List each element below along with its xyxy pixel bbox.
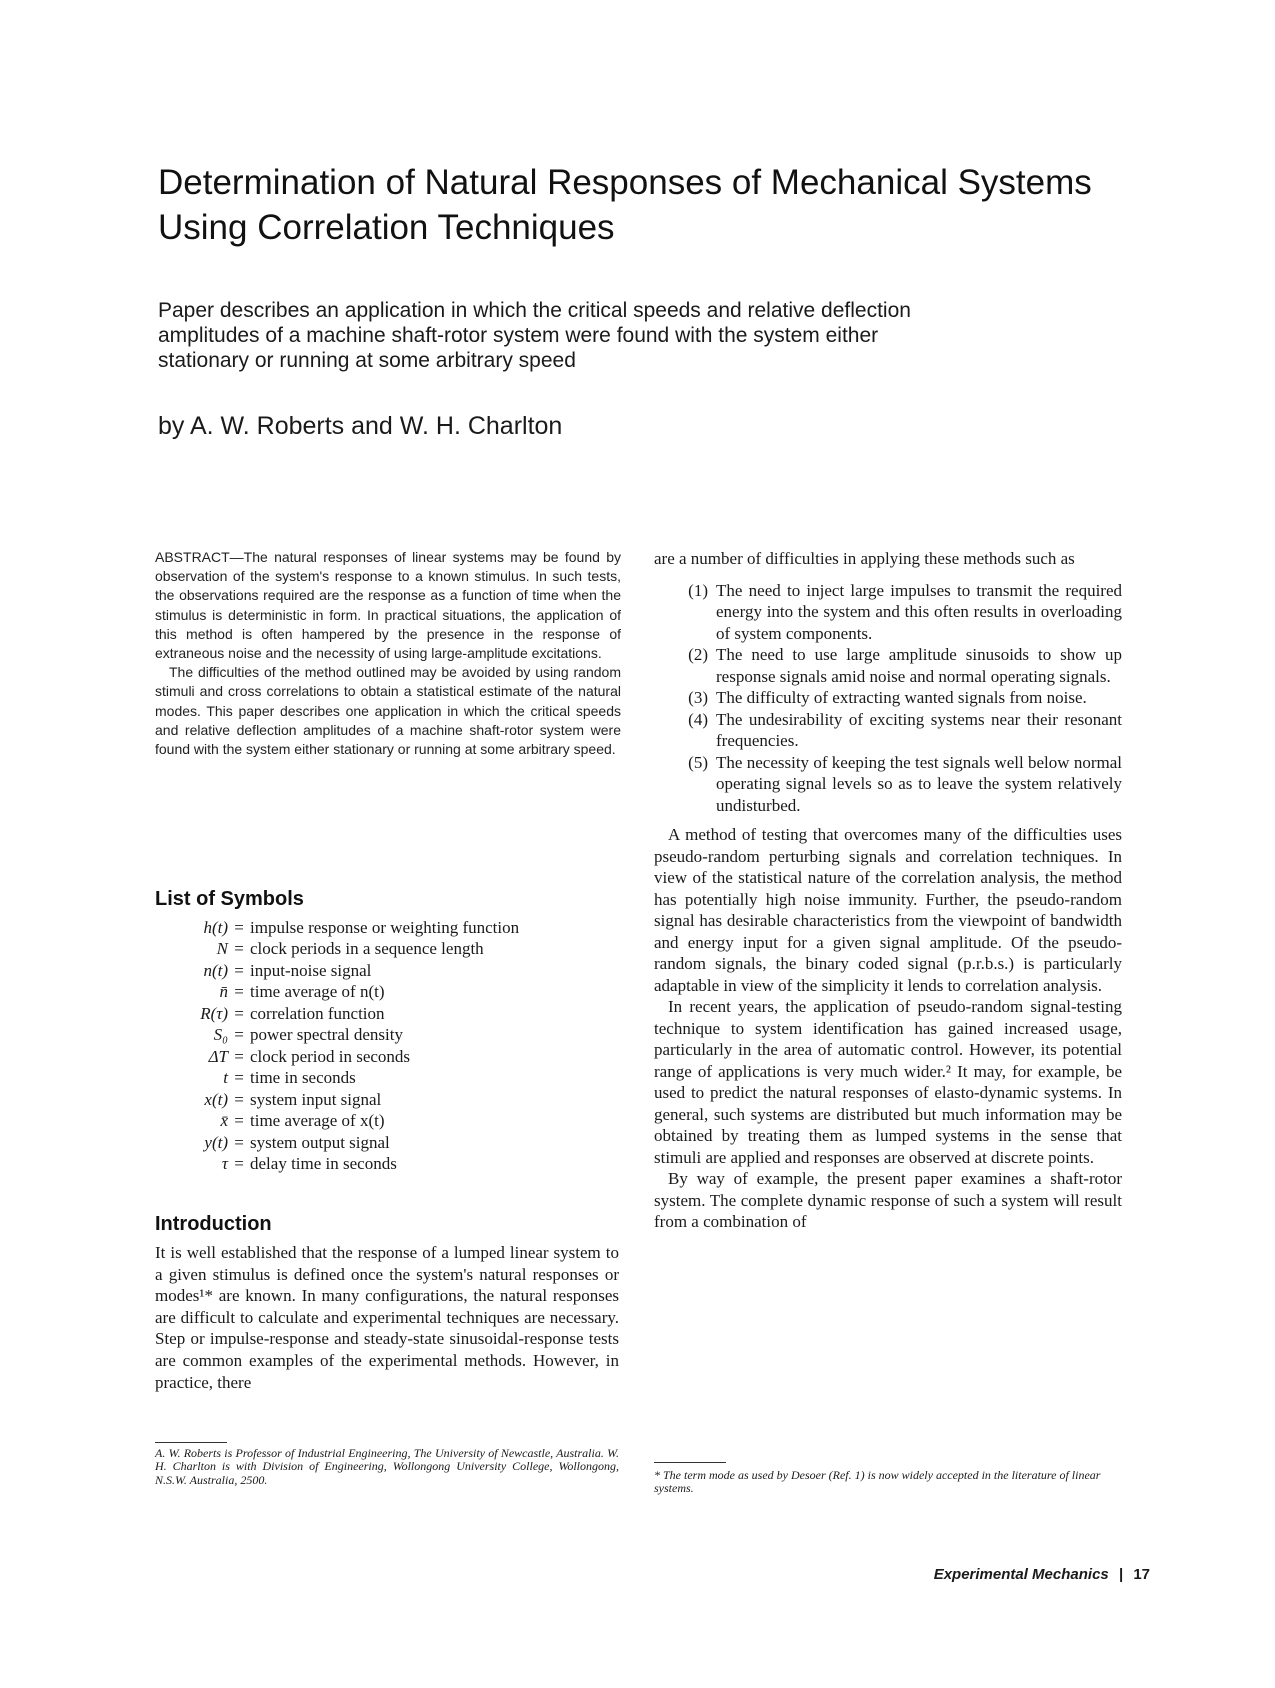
mode-footnote-text: * The term mode as used by Desoer (Ref. 1) is now widely accepted in the literature of linear systems. — [654, 1468, 1101, 1496]
symbol: x(t) — [204, 1089, 228, 1109]
footer-separator: | — [1118, 1566, 1124, 1583]
symbol-row — [150, 1003, 620, 1025]
footnote-rule — [654, 1462, 726, 1463]
symbol-row — [150, 1132, 620, 1154]
equals-sign: = — [234, 917, 244, 937]
symbol-row — [150, 960, 620, 982]
equals-sign: = — [234, 960, 244, 980]
list-item-number: (3) — [688, 688, 708, 707]
symbol-row — [150, 1089, 620, 1111]
numbered-list — [654, 580, 1122, 817]
right-column — [654, 548, 1122, 1233]
symbol-description: impulse response or weighting function — [250, 917, 520, 937]
symbol-row — [150, 1153, 620, 1175]
abstract-paragraph: ABSTRACT—The natural responses of linear systems may be found by observation of the system's response to a known stimulus. In such tests, the observations required are the response as a function of time when the stimulus is deterministic in form. In practical situations, the application of this method is often hampered by the presence in the response of extraneous noise and the necessity of using large-amplitude excitations. — [155, 549, 621, 662]
equals-sign: = — [234, 1046, 244, 1066]
list-item-text: The undesirability of exciting systems near their resonant frequencies. — [716, 709, 1122, 750]
list-item-number: (4) — [688, 709, 708, 729]
paragraph: By way of example, the present paper examines a shaft-rotor system. The complete dynamic response of such a system will result from a combination of — [654, 1169, 1122, 1231]
symbol-description: clock period in seconds — [250, 1046, 411, 1066]
symbol-description: time in seconds — [250, 1068, 356, 1087]
equals-sign: = — [234, 1111, 244, 1130]
author-byline: by A. W. Roberts and W. H. Charlton — [158, 412, 563, 440]
symbol-description: system input signal — [250, 1089, 382, 1109]
equals-sign: = — [234, 1154, 244, 1173]
paragraph: In recent years, the application of pseudo-random signal-testing technique to system identification has gained increased usage, particularly in the area of automatic control. However, its potential range of applications is very much wider.² It may, for example, be used to predict the natural responses of elasto-dynamic systems. In general, such systems are distributed but much information may be obtained by treating them as lumped systems in the sense that stimuli are applied and responses are observed at discrete points. — [654, 997, 1122, 1167]
page-footer — [900, 1566, 1150, 1583]
list-item-number: (1) — [688, 580, 708, 600]
list-item-text: The necessity of keeping the test signals well below normal operating signal levels so as to leave the system relatively undisturbed. — [716, 752, 1122, 815]
symbol-row — [150, 1110, 620, 1132]
introduction-section — [155, 1212, 619, 1393]
symbol: R(τ) — [200, 1003, 228, 1023]
symbol-row — [150, 981, 620, 1003]
symbols-list — [150, 917, 620, 1175]
introduction-paragraph: It is well established that the response of a lumped linear system to a given stimulus is defined once the system's natural responses or modes¹* are known. In many configurations, the natural responses are difficult to calculate and experimental techniques are necessary. Step or impulse-response and steady-state sinusoidal-response tests are common examples of the experimental methods. However, in practice, there — [155, 1243, 619, 1392]
symbol-row — [150, 1067, 620, 1089]
list-item — [654, 709, 1122, 752]
symbol: ΔT — [208, 1046, 228, 1066]
page-number: 17 — [1133, 1566, 1150, 1583]
equals-sign: = — [234, 1003, 244, 1023]
list-item-number: (2) — [688, 645, 708, 664]
symbol-description: system output signal — [250, 1132, 390, 1152]
list-item — [654, 687, 1122, 709]
equals-sign: = — [234, 1089, 244, 1109]
introduction-heading: Introduction — [155, 1213, 272, 1235]
symbols-heading: List of Symbols — [155, 888, 304, 910]
symbol-row — [150, 1024, 620, 1046]
symbol: n̄ — [219, 982, 228, 1001]
symbol-description: correlation function — [250, 1003, 385, 1023]
equals-sign: = — [234, 1068, 244, 1087]
symbol: N — [216, 939, 228, 958]
equals-sign: = — [234, 1025, 244, 1044]
symbol-description: delay time in seconds — [250, 1154, 397, 1173]
abstract-paragraph: The difficulties of the method outlined may be avoided by using random stimuli and cross correlations to obtain a statistical estimate of the natural modes. This paper describes one application in which the critical speeds and relative deflection amplitudes of a machine shaft-rotor system were found with the system either stationary or running at some arbitrary speed. — [155, 664, 621, 758]
paragraph: A method of testing that overcomes many of the difficulties uses pseudo-random perturbing signals and correlation techniques. In view of the statistical nature of the correlation analysis, the method has potentially high noise immunity. Further, the pseudo-random signal has desirable characteristics from the viewpoint of bandwidth and energy input for a given signal amplitude. Of the pseudo-random signals, the binary coded signal (p.r.b.s.) is particularly adaptable in view of the simplicity it lends to correlation analysis. — [654, 825, 1122, 995]
list-of-symbols — [150, 889, 620, 1175]
author-footnote — [155, 1442, 619, 1487]
equals-sign: = — [234, 982, 244, 1001]
abstract — [155, 548, 621, 759]
list-item-text: The need to inject large impulses to transmit the required energy into the system and this often results in overloading of system components. — [716, 580, 1122, 643]
symbol-description: time average of x(t) — [250, 1111, 385, 1130]
paragraph: are a number of difficulties in applying these methods such as — [654, 549, 1075, 568]
list-item — [654, 580, 1122, 645]
symbol-description: input-noise signal — [250, 960, 372, 980]
author-footnote-text: A. W. Roberts is Professor of Industrial Engineering, The University of Newcastle, Australia. W. H. Charlton is with Division of Engineering, Wollongong University College, Wollongong, N.S.W. Australia, 2500. — [155, 1446, 619, 1487]
symbol-description: clock periods in a sequence length — [250, 939, 484, 958]
footnote-rule — [155, 1442, 227, 1443]
symbol-row — [150, 917, 620, 939]
list-item-text: The difficulty of extracting wanted signals from noise. — [716, 688, 1087, 707]
symbol-description: power spectral density — [250, 1025, 403, 1044]
symbol: t — [223, 1068, 228, 1087]
symbol: h(t) — [203, 917, 228, 937]
equals-sign: = — [234, 1132, 244, 1152]
symbol: τ — [221, 1154, 228, 1173]
symbol-description: time average of n(t) — [250, 982, 385, 1001]
list-item-text: The need to use large amplitude sinusoids to show up response signals amid noise and normal operating signals. — [716, 645, 1122, 686]
mode-footnote — [654, 1462, 1122, 1496]
paper-subtitle: Paper describes an application in which the critical speeds and relative deflection amplitudes of a machine shaft-rotor system were found with the system either stationary or running at some arbitrary speed — [158, 299, 911, 372]
symbol: S₀ — [213, 1025, 228, 1044]
symbol: n(t) — [203, 960, 228, 980]
list-item — [654, 644, 1122, 687]
symbol-row — [150, 1046, 620, 1068]
list-item — [654, 752, 1122, 817]
journal-name: Experimental Mechanics — [933, 1566, 1109, 1583]
symbol-row — [150, 938, 620, 960]
symbol: y(t) — [204, 1132, 228, 1152]
paper-title: Determination of Natural Responses of Mechanical Systems Using Correlation Techniques — [158, 163, 1092, 247]
symbol: x̄ — [220, 1111, 228, 1130]
list-item-number: (5) — [688, 752, 708, 772]
equals-sign: = — [234, 939, 244, 958]
